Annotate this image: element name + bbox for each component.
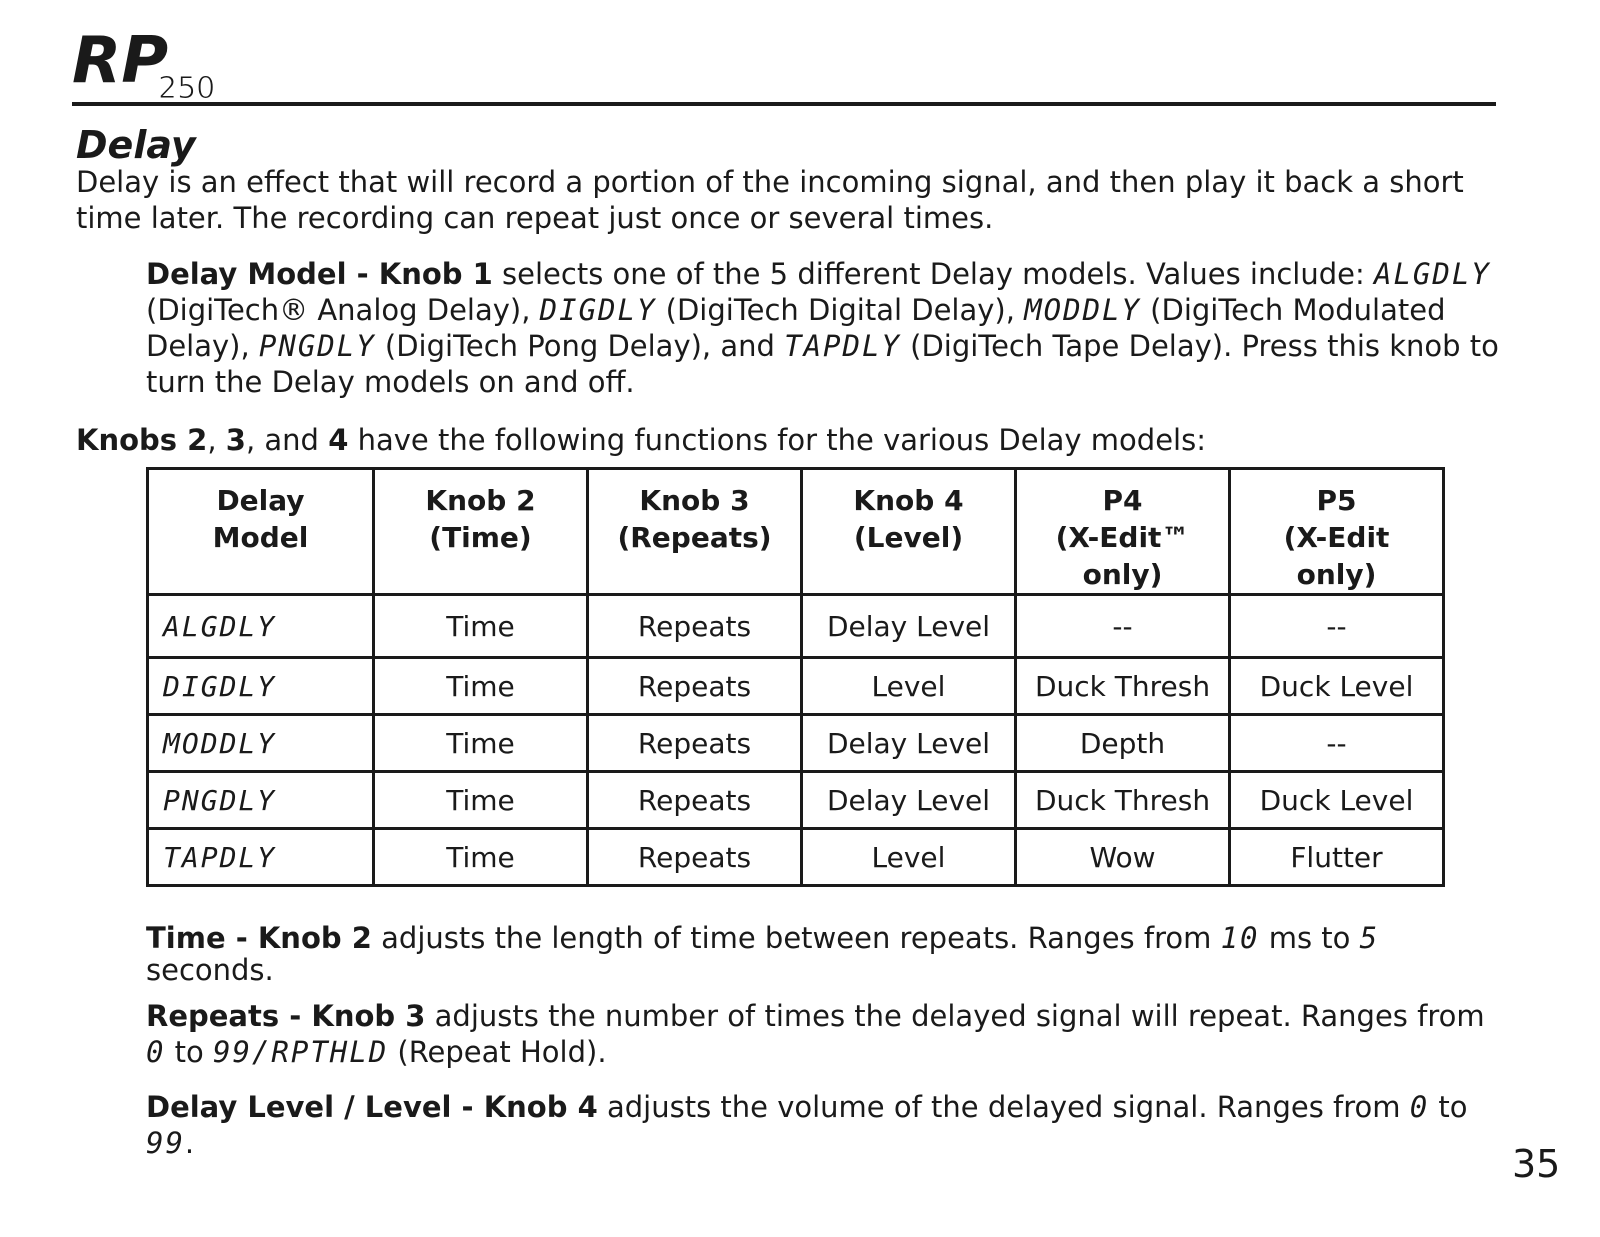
intro-paragraph: Delay is an effect that will record a portion of the incoming signal, and then play it back a short time later. The recording can repeat just once or several times.	[76, 165, 1464, 235]
table-cell: Delay Level	[802, 772, 1016, 829]
table-cell: Repeats	[588, 595, 802, 658]
lcd-value: 99	[146, 1126, 185, 1160]
lcd-value: TAPDLY	[784, 329, 901, 363]
table-header-row	[148, 469, 1444, 595]
table-cell: --	[1230, 595, 1444, 658]
rp250-logo	[72, 24, 217, 102]
table-cell: Delay Level	[802, 595, 1016, 658]
table-cell: MODDLY	[148, 715, 374, 772]
table-cell: Duck Level	[1230, 772, 1444, 829]
delay-model-label: Delay Model - Knob 1	[146, 257, 493, 291]
table-cell: Time	[374, 829, 588, 886]
column-header: Knob 3 (Repeats)	[588, 469, 802, 595]
table-cell: Repeats	[588, 772, 802, 829]
table-cell: --	[1230, 715, 1444, 772]
table-cell: Duck Thresh	[1016, 772, 1230, 829]
column-header: Knob 2 (Time)	[374, 469, 588, 595]
table-cell: Delay Level	[802, 715, 1016, 772]
table-row	[148, 772, 1444, 829]
level-knob-paragraph: Delay Level / Level - Knob 4 adjusts the volume of the delayed signal. Ranges from 0 to 99.	[146, 1090, 1468, 1160]
table-cell: Time	[374, 658, 588, 715]
lcd-value: MODDLY	[1024, 293, 1141, 327]
delay-models-table	[146, 467, 1445, 887]
column-header: P4 (X-Edit™ only)	[1016, 469, 1230, 595]
section-title: Delay	[76, 123, 196, 167]
table-cell: Duck Thresh	[1016, 658, 1230, 715]
lcd-value: PNGDLY	[258, 329, 376, 363]
time-knob-label: Time - Knob 2	[146, 921, 372, 955]
table-cell: TAPDLY	[148, 829, 374, 886]
knobs-intro-paragraph: Knobs 2, 3, and 4 have the following functions for the various Delay models:	[76, 423, 1206, 457]
table-cell: Repeats	[588, 658, 802, 715]
table-cell: Repeats	[588, 715, 802, 772]
table-row	[148, 715, 1444, 772]
table-cell: --	[1016, 595, 1230, 658]
table-cell: Depth	[1016, 715, 1230, 772]
column-header: Knob 4 (Level)	[802, 469, 1016, 595]
lcd-value: 10	[1220, 921, 1260, 955]
lcd-value: 99/RPTHLD	[213, 1035, 389, 1069]
table-row	[148, 829, 1444, 886]
table-row	[148, 595, 1444, 658]
table-cell: Wow	[1016, 829, 1230, 886]
table-cell: Duck Level	[1230, 658, 1444, 715]
table-row	[148, 658, 1444, 715]
table-cell: PNGDLY	[148, 772, 374, 829]
table-cell: Repeats	[588, 829, 802, 886]
table-cell: Level	[802, 658, 1016, 715]
delay-model-paragraph: Delay Model - Knob 1 selects one of the 5 different Delay models. Values include: ALGDLY (DigiTech® Analog Delay), DIGDLY (DigiTech Digital Delay), MODDLY (DigiTech Modulated Delay), PNGDLY (DigiTech Pong Delay), and TAPDLY (DigiTech Tape Delay). Press this knob to turn the Delay models on and off.	[146, 257, 1499, 399]
header-rule	[72, 102, 1496, 106]
column-header: Delay Model	[148, 469, 374, 595]
lcd-value: DIGDLY	[539, 293, 657, 327]
repeats-knob-paragraph: Repeats - Knob 3 adjusts the number of times the delayed signal will repeat. Ranges from 0 to 99/RPTHLD (Repeat Hold).	[146, 999, 1485, 1069]
table-cell: Level	[802, 829, 1016, 886]
time-knob-paragraph: Time - Knob 2 adjusts the length of time between repeats. Ranges from 10 ms to 5 seconds.	[146, 921, 1380, 987]
table-cell: Time	[374, 715, 588, 772]
svg-text:250: 250	[158, 71, 216, 102]
svg-text:RP: RP	[72, 24, 169, 98]
lcd-value: 5	[1359, 921, 1380, 955]
level-knob-label: Delay Level / Level - Knob 4	[146, 1090, 598, 1124]
table-cell: Flutter	[1230, 829, 1444, 886]
table-cell: ALGDLY	[148, 595, 374, 658]
page-number: 35	[1512, 1142, 1561, 1186]
column-header: P5 (X-Edit only)	[1230, 469, 1444, 595]
table-cell: DIGDLY	[148, 658, 374, 715]
repeats-knob-label: Repeats - Knob 3	[146, 999, 426, 1033]
table-cell: Time	[374, 772, 588, 829]
table-cell: Time	[374, 595, 588, 658]
lcd-value: ALGDLY	[1374, 257, 1491, 291]
lcd-value: 0	[146, 1035, 166, 1069]
lcd-value: 0	[1409, 1090, 1430, 1124]
